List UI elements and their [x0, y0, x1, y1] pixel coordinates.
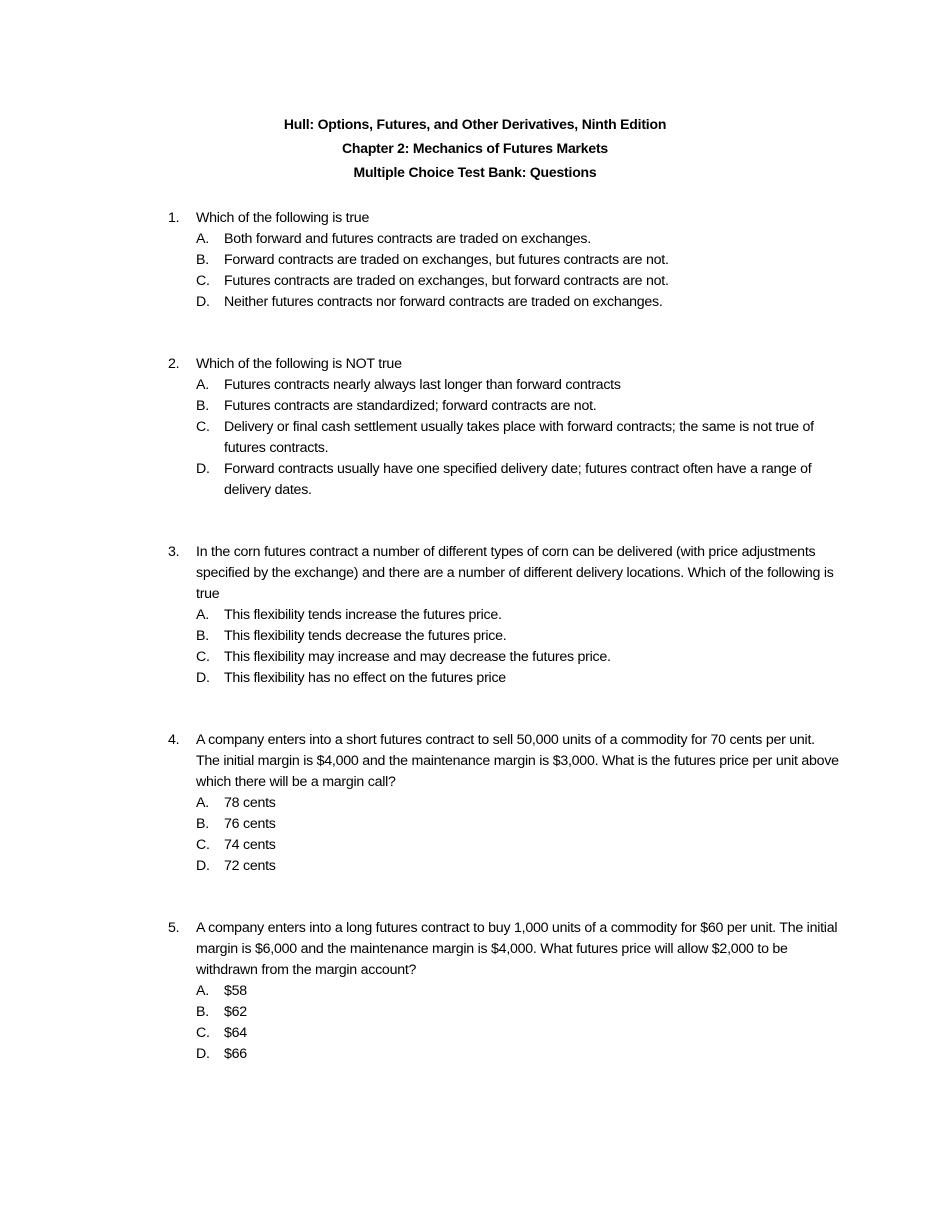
option-text: 76 cents	[224, 816, 276, 832]
option-letter: D.	[196, 1046, 210, 1062]
option-text: This flexibility tends decrease the futures price.	[224, 628, 507, 644]
option-letter: C.	[196, 1025, 210, 1041]
option-letter: D.	[196, 294, 210, 310]
answer-option	[196, 793, 840, 814]
option-letter: D.	[196, 858, 210, 874]
answer-option	[196, 814, 840, 835]
option-letter: C.	[196, 273, 210, 289]
question-number: 2.	[168, 356, 180, 372]
option-text: Forward contracts usually have one specified delivery date; futures contract often have a range of delivery dates.	[224, 461, 812, 498]
document-subtitle: Multiple Choice Test Bank: Questions	[353, 164, 597, 180]
question-stem	[168, 918, 840, 981]
option-text: Neither futures contracts nor forward contracts are traded on exchanges.	[224, 294, 663, 310]
question-5	[168, 918, 840, 1065]
question-text: In the corn futures contract a number of different types of corn can be delivered (with price adjustments specified by the exchange) and there are a number of different delivery locations. Which of the following is true	[196, 544, 834, 602]
option-letter: A.	[196, 377, 209, 393]
answer-option	[196, 981, 840, 1002]
answer-option	[196, 1023, 840, 1044]
option-letter: D.	[196, 670, 210, 686]
option-text: 74 cents	[224, 837, 276, 853]
option-letter: A.	[196, 607, 209, 623]
question-number: 1.	[168, 210, 180, 226]
document-header	[0, 112, 950, 184]
answer-option	[196, 229, 840, 250]
answer-option	[196, 835, 840, 856]
answer-option	[196, 250, 840, 271]
question-stem	[168, 354, 840, 375]
option-letter: B.	[196, 398, 209, 414]
option-letter: B.	[196, 816, 209, 832]
question-stem	[168, 208, 840, 229]
option-text: Futures contracts are traded on exchanges, but forward contracts are not.	[224, 273, 669, 289]
question-3	[168, 542, 840, 689]
answer-option	[196, 1044, 840, 1065]
chapter-title: Chapter 2: Mechanics of Futures Markets	[341, 140, 609, 156]
question-number: 3.	[168, 544, 180, 560]
option-text: 72 cents	[224, 858, 276, 874]
question-2	[168, 354, 840, 501]
answer-option	[196, 459, 840, 501]
option-letter: B.	[196, 252, 209, 268]
option-text: $66	[224, 1046, 247, 1062]
option-letter: A.	[196, 231, 209, 247]
option-text: $58	[224, 983, 247, 999]
option-letter: C.	[196, 837, 210, 853]
answer-option	[196, 668, 840, 689]
option-text: Futures contracts nearly always last longer than forward contracts	[224, 377, 621, 393]
option-text: Futures contracts are standardized; forward contracts are not.	[224, 398, 597, 414]
option-text: This flexibility has no effect on the futures price	[224, 670, 506, 686]
option-letter: C.	[196, 419, 210, 435]
answer-option	[196, 292, 840, 313]
option-letter: B.	[196, 1004, 209, 1020]
option-letter: A.	[196, 795, 209, 811]
question-1	[168, 208, 840, 313]
document-title: Hull: Options, Futures, and Other Derivatives, Ninth Edition	[283, 116, 667, 132]
question-text: Which of the following is true	[196, 210, 370, 226]
answer-option	[196, 605, 840, 626]
option-text: $64	[224, 1025, 247, 1041]
option-text: This flexibility may increase and may decrease the futures price.	[224, 649, 611, 665]
question-stem	[168, 730, 840, 793]
answer-option	[196, 417, 840, 459]
option-letter: A.	[196, 983, 209, 999]
answer-option	[196, 1002, 840, 1023]
question-text: Which of the following is NOT true	[196, 356, 402, 372]
option-letter: B.	[196, 628, 209, 644]
option-letter: C.	[196, 649, 210, 665]
answer-option	[196, 626, 840, 647]
question-4	[168, 730, 840, 877]
answer-option	[196, 375, 840, 396]
answer-option	[196, 271, 840, 292]
answer-option	[196, 396, 840, 417]
option-text: $62	[224, 1004, 247, 1020]
question-number: 5.	[168, 920, 180, 936]
question-text: A company enters into a short futures contract to sell 50,000 units of a commodity for 70 cents per unit. The initial margin is $4,000 and the maintenance margin is $3,000. What is the futures price per unit above which there will be a margin call?	[196, 732, 839, 790]
option-text: Both forward and futures contracts are traded on exchanges.	[224, 231, 591, 247]
option-text: 78 cents	[224, 795, 276, 811]
option-text: This flexibility tends increase the futures price.	[224, 607, 502, 623]
answer-option	[196, 647, 840, 668]
question-number: 4.	[168, 732, 180, 748]
question-text: A company enters into a long futures contract to buy 1,000 units of a commodity for $60 per unit. The initial margin is $6,000 and the maintenance margin is $4,000. What futures price will allow $2,000 to be withdrawn from the margin account?	[196, 920, 838, 978]
answer-option	[196, 856, 840, 877]
option-text: Delivery or final cash settlement usually takes place with forward contracts; the same is not true of futures contracts.	[224, 419, 814, 456]
question-stem	[168, 542, 840, 605]
option-letter: D.	[196, 461, 210, 477]
option-text: Forward contracts are traded on exchanges, but futures contracts are not.	[224, 252, 669, 268]
